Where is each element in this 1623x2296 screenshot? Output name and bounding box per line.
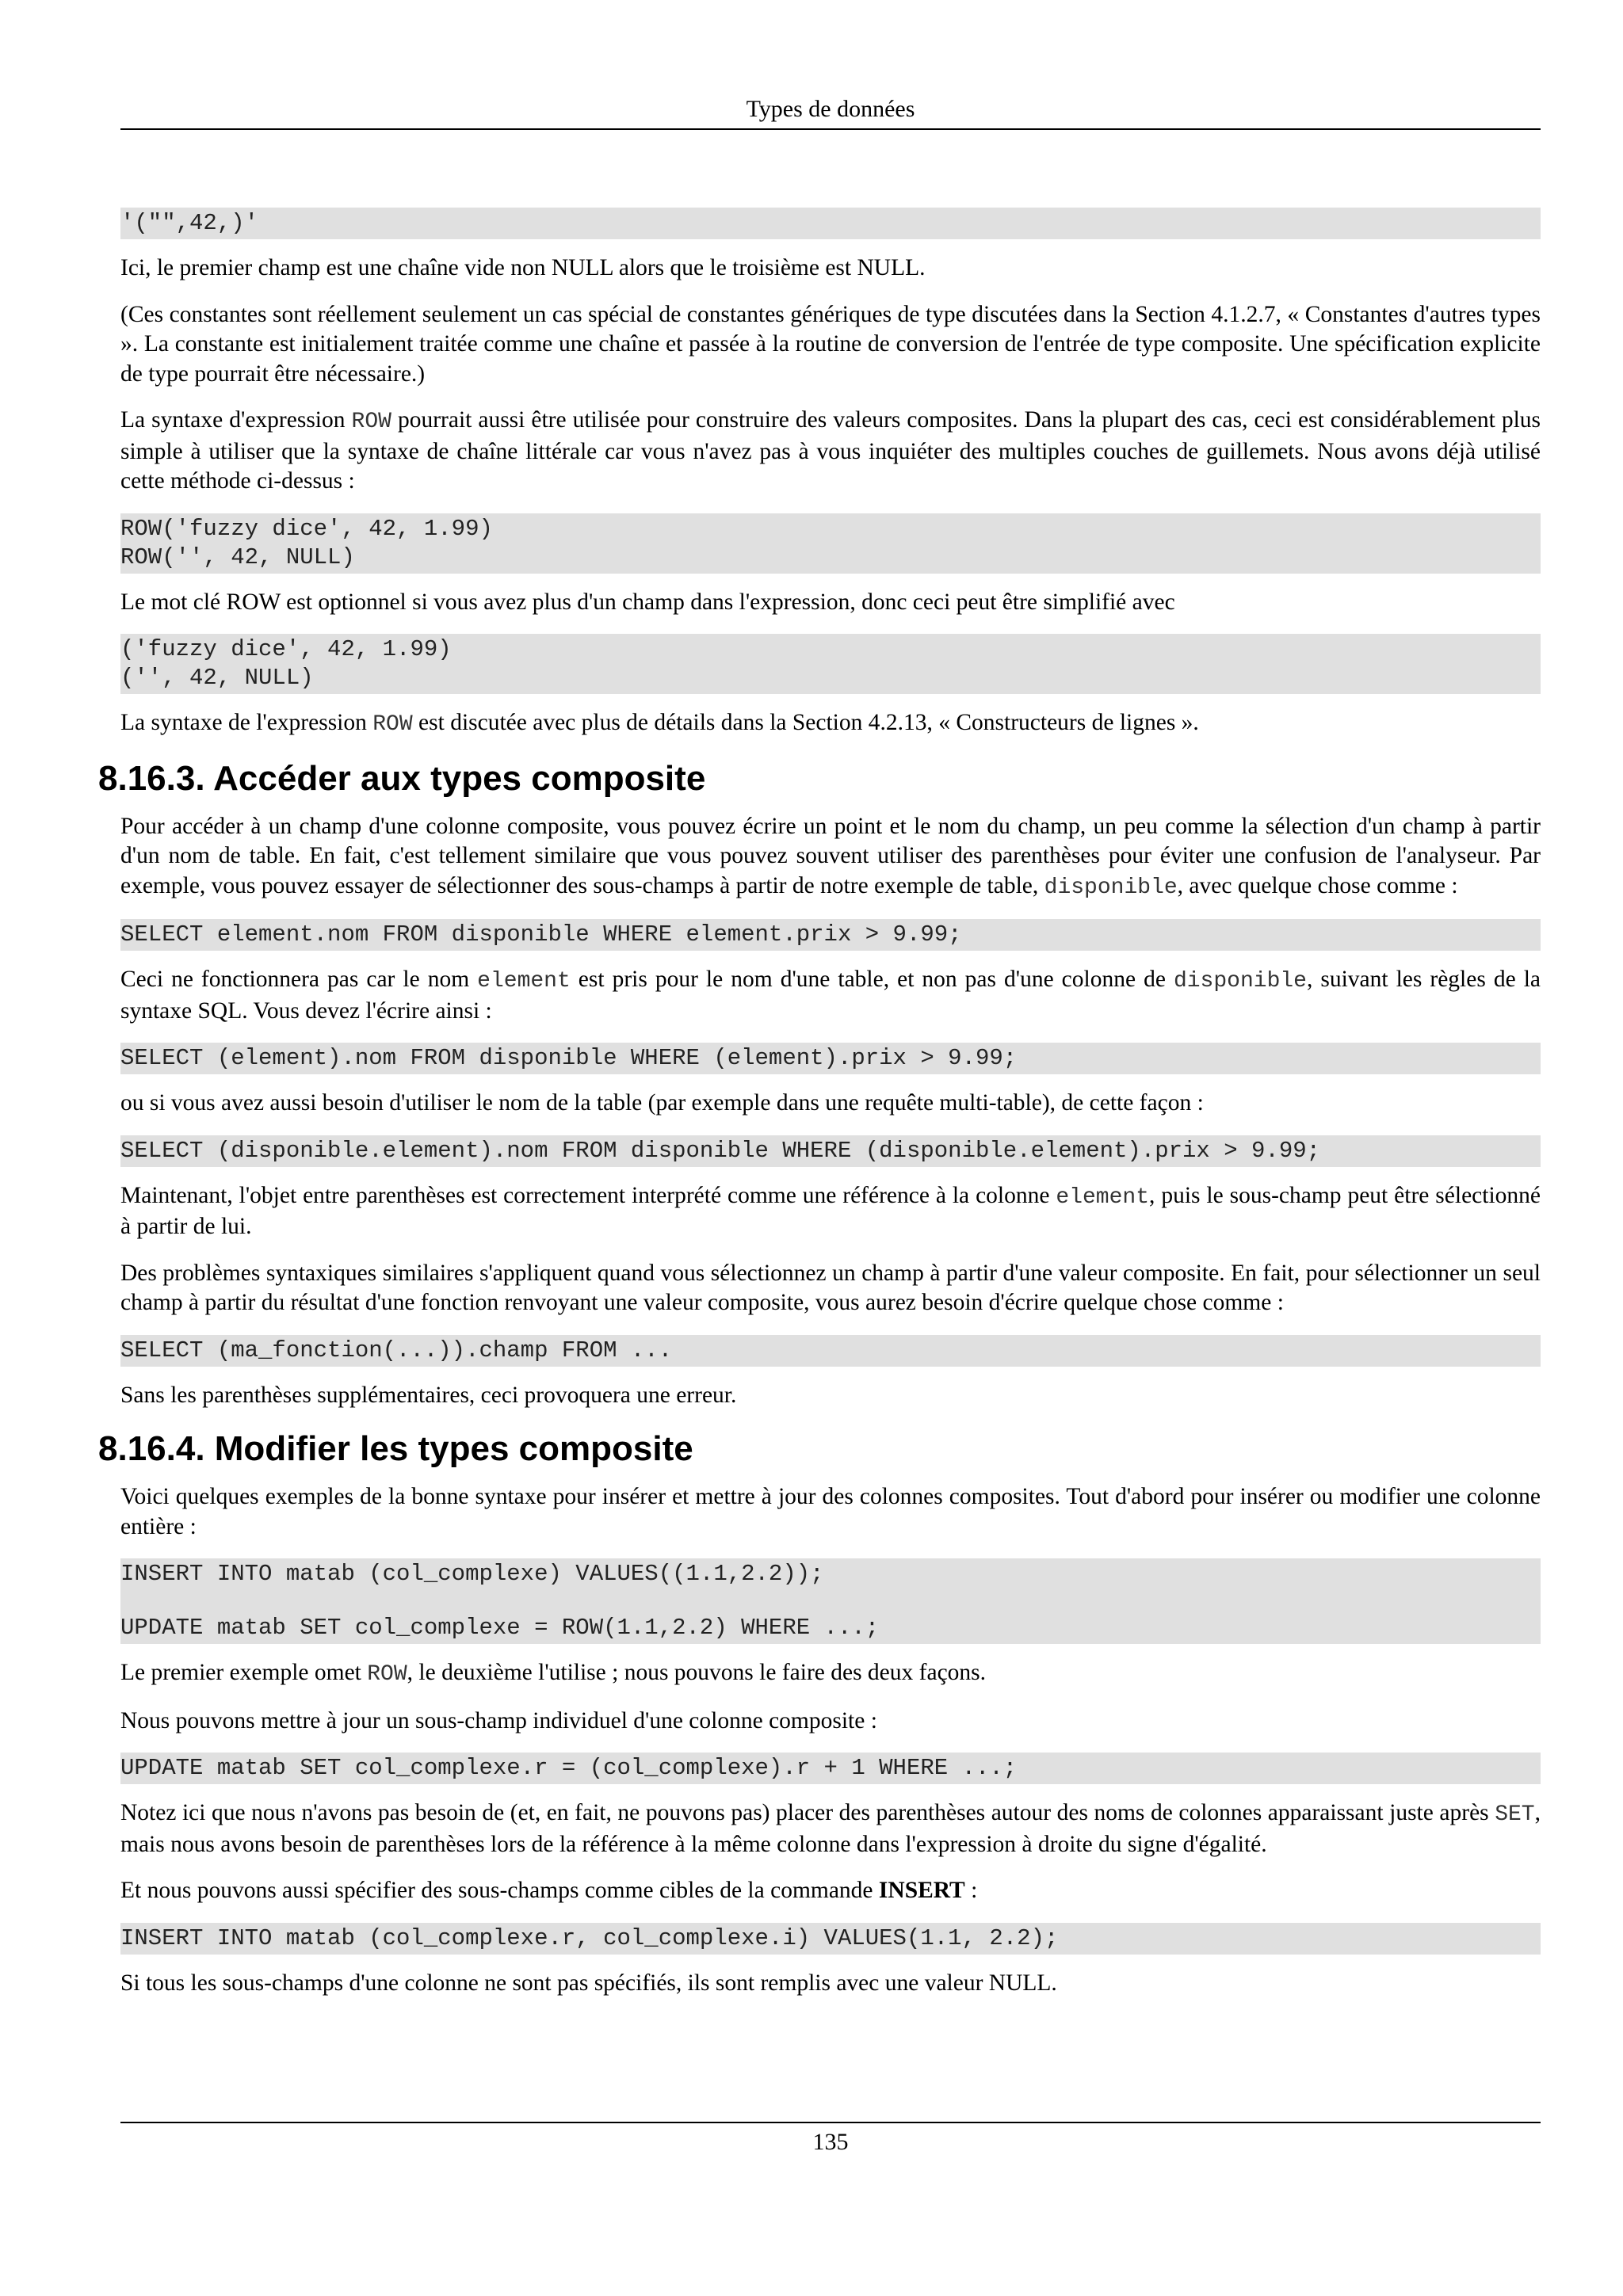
footer-rule: [120, 2122, 1541, 2123]
paragraph: La syntaxe de l'expression ROW est discutée avec plus de détails dans la Section 4.2.13, « Constructeurs de lignes ».: [120, 710, 1199, 737]
paragraph: Si tous les sous-champs d'une colonne ne sont pas spécifiés, ils sont remplis avec une valeur NULL.: [120, 1970, 1057, 1996]
paragraph: Ceci ne fonctionnera pas car le nom element est pris pour le nom d'une table, et non pas d'une colonne de disponible, suivant les règles de la syntaxe SQL. Vous devez l'écrire ainsi :: [120, 967, 1541, 1024]
code-block: SELECT (element).nom FROM disponible WHERE (element).prix > 9.99;: [120, 1043, 1541, 1074]
inline-code: disponible: [1044, 875, 1178, 900]
code-block: ROW('fuzzy dice', 42, 1.99) ROW('', 42, NULL): [120, 513, 1541, 574]
paragraph: (Ces constantes sont réellement seulement un cas spécial de constantes génériques de type discutées dans la Section 4.1.2.7, « Constantes d'autres types ». La constante est initialement traitée comme une chaîne et passée à la routine de conversion de l'entrée de type composite. Une spécification explicite de type pourrait être nécessaire.): [120, 301, 1541, 387]
bold-command: INSERT: [878, 1878, 965, 1903]
page-content: [98, 208, 1541, 2015]
paragraph: Pour accéder à un champ d'une colonne composite, vous pouvez écrire un point et le nom du champ, un peu comme la sélection d'un champ à partir d'un nom de table. En fait, c'est tellement similaire que vous pouvez souvent utiliser des parenthèses pour éviter une confusion de l'analyseur. Par exemple, vous pouvez essayer de sélectionner des sous-champs à partir de notre exemple de table, disponible, avec quelque chose comme :: [120, 813, 1541, 900]
inline-code: ROW: [372, 712, 413, 737]
paragraph: Et nous pouvons aussi spécifier des sous-champs comme cibles de la commande INSERT :: [120, 1878, 978, 1903]
paragraph: Des problèmes syntaxiques similaires s'appliquent quand vous sélectionnez un champ à partir d'une valeur composite. En fait, pour sélectionner un seul champ à partir du résultat d'une fonction renvoyant une valeur composite, vous aurez besoin d'écrire quelque chose comme :: [120, 1260, 1541, 1315]
code-block: UPDATE matab SET col_complexe.r = (col_complexe).r + 1 WHERE ...;: [120, 1753, 1541, 1784]
page-number: 135: [812, 2129, 849, 2155]
code-block: SELECT (ma_fonction(...)).champ FROM ...: [120, 1335, 1541, 1367]
code-block: '("",42,)': [120, 208, 1541, 239]
inline-code: element: [477, 969, 571, 994]
paragraph: Notez ici que nous n'avons pas besoin de (et, en fait, ne pouvons pas) placer des parenthèses autour des noms de colonnes apparaissant juste après SET, mais nous avons besoin de parenthèses lors de la référence à la même colonne dans l'expression à droite du signe d'égalité.: [120, 1800, 1541, 1857]
paragraph: ou si vous avez aussi besoin d'utiliser le nom de la table (par exemple dans une requête multi-table), de cette façon :: [120, 1090, 1204, 1116]
inline-code: SET: [1495, 1802, 1535, 1827]
paragraph: Sans les parenthèses supplémentaires, ceci provoquera une erreur.: [120, 1382, 737, 1408]
inline-code: ROW: [367, 1662, 407, 1687]
code-block: SELECT element.nom FROM disponible WHERE element.prix > 9.99;: [120, 919, 1541, 951]
code-block: INSERT INTO matab (col_complexe.r, col_complexe.i) VALUES(1.1, 2.2);: [120, 1923, 1541, 1955]
inline-code: disponible: [1173, 969, 1307, 994]
header-rule: [120, 128, 1541, 130]
paragraph: La syntaxe d'expression ROW pourrait aussi être utilisée pour construire des valeurs composites. Dans la plupart des cas, ceci est considérablement plus simple à utiliser que la syntaxe de chaîne littérale car vous n'avez pas à vous inquiéter des multiples couches de guillemets. Nous avons déjà utilisé cette méthode ci-dessus :: [120, 407, 1541, 494]
paragraph: Ici, le premier champ est une chaîne vide non NULL alors que le troisième est NULL.: [120, 255, 926, 280]
section-heading: 8.16.4. Modifier les types composite: [98, 1429, 693, 1468]
code-block: ('fuzzy dice', 42, 1.99) ('', 42, NULL): [120, 634, 1541, 694]
inline-code: ROW: [351, 410, 391, 434]
code-block: UPDATE matab SET col_complexe = ROW(1.1,2.2) WHERE ...;: [120, 1590, 1541, 1644]
code-block: SELECT (disponible.element).nom FROM disponible WHERE (disponible.element).prix > 9.99;: [120, 1135, 1541, 1167]
section-heading: 8.16.3. Accéder aux types composite: [98, 758, 706, 798]
paragraph: Le premier exemple omet ROW, le deuxième l'utilise ; nous pouvons le faire des deux façons.: [120, 1660, 987, 1687]
paragraph: Maintenant, l'objet entre parenthèses est correctement interprété comme une référence à la colonne element, puis le sous-champ peut être sélectionné à partir de lui.: [120, 1182, 1541, 1239]
paragraph: Le mot clé ROW est optionnel si vous avez plus d'un champ dans l'expression, donc ceci peut être simplifié avec: [120, 589, 1175, 615]
code-block: INSERT INTO matab (col_complexe) VALUES((1.1,2.2));: [120, 1558, 1541, 1590]
paragraph: Voici quelques exemples de la bonne syntaxe pour insérer et mettre à jour des colonnes composites. Tout d'abord pour insérer ou modifier une colonne entière :: [120, 1484, 1541, 1539]
paragraph: Nous pouvons mettre à jour un sous-champ individuel d'une colonne composite :: [120, 1707, 877, 1733]
inline-code: element: [1056, 1184, 1150, 1210]
running-header: Types de données: [746, 96, 915, 122]
